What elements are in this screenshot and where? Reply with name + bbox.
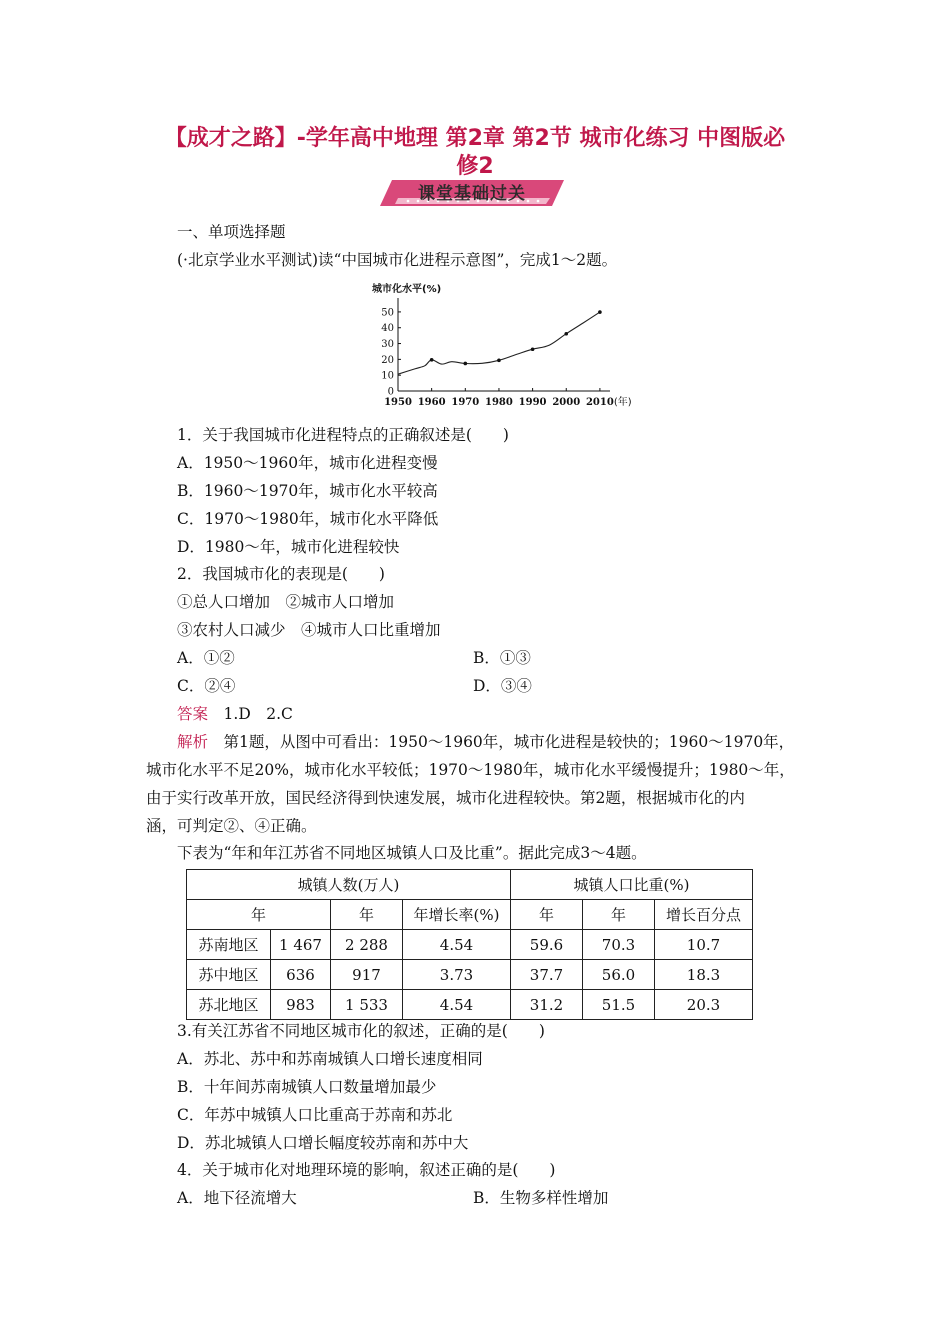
table-cell-region: 苏北地区 <box>187 990 271 1020</box>
table-row <box>187 930 753 960</box>
table-row <box>187 990 753 1020</box>
table-header-group-share: 城镇人口比重(%) <box>511 870 753 900</box>
table-cell: 917 <box>331 960 403 990</box>
q2-option-c: C．②④ <box>177 677 236 695</box>
table-cell: 56.0 <box>583 960 655 990</box>
jiangsu-urban-population-table <box>186 869 753 1020</box>
q3-stem: 3.有关江苏省不同地区城市化的叙述，正确的是( ) <box>177 1022 545 1040</box>
answer-label: 答案 <box>177 705 209 723</box>
answer-line <box>177 704 293 724</box>
q3-option-b: B．十年间苏南城镇人口数量增加最少 <box>177 1078 437 1096</box>
table-cell: 59.6 <box>511 930 583 960</box>
q1-stem: 1．关于我国城市化进程特点的正确叙述是( ) <box>177 426 509 444</box>
table-cell: 983 <box>271 990 331 1020</box>
section-heading: 一、单项选择题 <box>177 223 286 241</box>
chart-data-point <box>430 358 434 362</box>
chart-y-tick-label: 30 <box>381 339 394 351</box>
q1-option-d: D．1980～年，城市化进程较快 <box>177 538 400 556</box>
chart-data-point <box>598 310 602 314</box>
table-cell: 1 467 <box>271 930 331 960</box>
analysis-line4: 涵，可判定②、④正确。 <box>146 817 317 835</box>
chart-x-tick-label: 1950 <box>384 397 412 408</box>
q1-option-a: A．1950～1960年，城市化进程变慢 <box>177 454 438 472</box>
analysis-text-1: 第1题，从图中可看出：1950～1960年，城市化进程是较快的；1960～1970年， <box>223 733 795 751</box>
chart-y-tick-label: 50 <box>381 307 394 319</box>
table-cell: 51.5 <box>583 990 655 1020</box>
table-subheader: 年 <box>331 900 403 930</box>
chart-data-point <box>531 347 535 351</box>
section-banner <box>378 178 566 208</box>
q2-stem: 2．我国城市化的表现是( ) <box>177 565 385 583</box>
q3-option-a: A．苏北、苏中和苏南城镇人口增长速度相同 <box>177 1050 483 1068</box>
table-cell: 18.3 <box>655 960 753 990</box>
table-subheader: 年 <box>187 900 331 930</box>
analysis-label: 解析 <box>177 733 209 751</box>
q4-option-a: A．地下径流增大 <box>177 1189 297 1207</box>
table-cell: 4.54 <box>403 990 511 1020</box>
chart-y-tick-label: 10 <box>381 370 394 382</box>
chart-x-tick-label: 2000 <box>552 397 581 408</box>
chart-y-tick-label: 0 <box>387 386 394 398</box>
document-title-line1: 【成才之路】-学年高中地理 第2章 第2节 城市化练习 中图版必 <box>164 126 786 151</box>
table-cell: 37.7 <box>511 960 583 990</box>
chart-data-point <box>497 359 501 363</box>
table-header-row-2 <box>187 900 753 930</box>
q2-items-line1: ①总人口增加 ②城市人口增加 <box>177 593 395 611</box>
table-subheader: 增长百分点 <box>655 900 753 930</box>
table-subheader: 年 <box>583 900 655 930</box>
analysis-line3: 由于实行改革开放，国民经济得到快速发展，城市化进程较快。第2题，根据城市化的内 <box>146 789 745 807</box>
q1-option-b: B．1960～1970年，城市化水平较高 <box>177 482 438 500</box>
table-cell: 70.3 <box>583 930 655 960</box>
chart-x-tick-label: 1980 <box>485 397 513 408</box>
table-cell-region: 苏中地区 <box>187 960 271 990</box>
table-cell: 4.54 <box>403 930 511 960</box>
table-cell: 31.2 <box>511 990 583 1020</box>
analysis-line2: 城市化水平不足20%，城市化水平较低；1970～1980年，城市化水平缓慢提升；1980～年， <box>146 761 795 779</box>
q3-option-c: C．年苏中城镇人口比重高于苏南和苏北 <box>177 1106 453 1124</box>
table-intro: 下表为“年和年江苏省不同地区城镇人口及比重”。据此完成3～4题。 <box>177 844 647 862</box>
q1-option-c: C．1970～1980年，城市化水平降低 <box>177 510 439 528</box>
question-intro-1: (·北京学业水平测试)读“中国城市化进程示意图”，完成1～2题。 <box>177 251 618 269</box>
table-subheader: 年 <box>511 900 583 930</box>
table-cell: 20.3 <box>655 990 753 1020</box>
table-cell-region: 苏南地区 <box>187 930 271 960</box>
q4-stem: 4．关于城市化对地理环境的影响，叙述正确的是( ) <box>177 1161 556 1179</box>
q3-option-d: D．苏北城镇人口增长幅度较苏南和苏中大 <box>177 1134 469 1152</box>
chart-data-point <box>564 332 568 336</box>
table-cell: 2 288 <box>331 930 403 960</box>
answer-text: 1.D 2.C <box>223 705 293 723</box>
table-cell: 3.73 <box>403 960 511 990</box>
urbanization-line-chart <box>360 280 632 412</box>
chart-x-tick-label: 2010 <box>585 397 614 408</box>
table-cell: 1 533 <box>331 990 403 1020</box>
chart-series-line <box>398 312 600 374</box>
chart-x-axis-label: (年) <box>613 397 632 408</box>
chart-y-tick-label: 20 <box>381 354 394 366</box>
table-cell: 10.7 <box>655 930 753 960</box>
chart-y-axis-label: 城市化水平(%) <box>372 284 442 295</box>
chart-x-tick-label: 1970 <box>451 397 480 408</box>
chart-data-point <box>464 362 468 366</box>
table-subheader: 年增长率(%) <box>403 900 511 930</box>
chart-x-tick-label: 1990 <box>518 397 547 408</box>
chart-y-tick-label: 40 <box>381 323 394 335</box>
q2-option-b: B．①③ <box>473 649 531 667</box>
analysis-line1 <box>177 732 794 752</box>
q2-option-d: D．③④ <box>473 677 532 695</box>
banner-label: 课堂基础过关 <box>418 184 526 204</box>
chart-x-tick-label: 1960 <box>417 397 446 408</box>
table-cell: 636 <box>271 960 331 990</box>
q2-option-a: A．①② <box>177 649 235 667</box>
table-header-row-1 <box>187 870 753 900</box>
document-title-line2: 修2 <box>456 154 494 179</box>
q4-option-b: B．生物多样性增加 <box>473 1189 609 1207</box>
table-header-group-population: 城镇人数(万人) <box>187 870 511 900</box>
table-row <box>187 960 753 990</box>
q2-items-line2: ③农村人口减少 ④城市人口比重增加 <box>177 621 441 639</box>
